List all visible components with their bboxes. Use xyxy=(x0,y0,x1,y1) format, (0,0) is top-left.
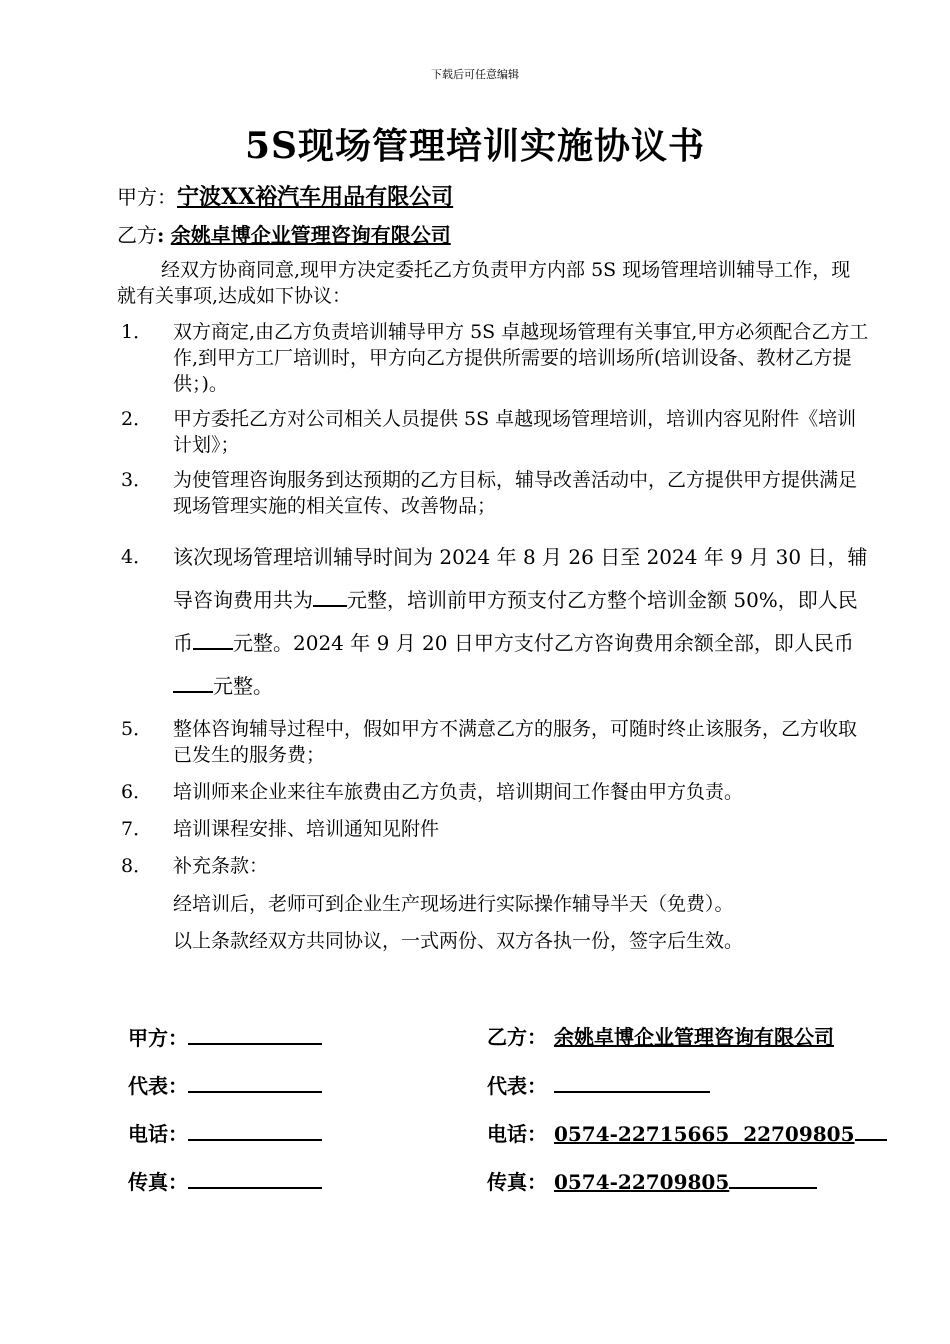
clause-number: 7． xyxy=(121,818,153,840)
supplement-1 xyxy=(117,891,872,917)
clause-4-part2: 元整，培训前甲方预支付乙方整个培训金额 50%，即人民币 xyxy=(173,588,858,655)
clause-text: 整体咨询辅导过程中，假如甲方不满意乙方的服务，可随时终止该服务，乙方收取已发生的服务费； xyxy=(173,718,858,766)
clause-number: 5． xyxy=(121,718,153,740)
sig-b-phone xyxy=(487,1117,887,1147)
sig-a-fax xyxy=(128,1165,322,1195)
clause-6 xyxy=(117,779,872,805)
sig-label: 代表： xyxy=(128,1074,188,1098)
party-a-line xyxy=(117,180,453,211)
sig-label: 甲方： xyxy=(128,1026,188,1050)
party-a-name: 宁波XX裕汽车用品有限公司 xyxy=(177,184,454,210)
clause-number: 8． xyxy=(121,855,153,877)
sig-value: 余姚卓博企业管理咨询有限公司 xyxy=(553,1025,834,1049)
clause-number: 6． xyxy=(121,781,153,803)
sig-value: 0574-22715665 22709805 xyxy=(553,1122,855,1146)
clause-number: 3． xyxy=(121,469,153,491)
party-a-label: 甲方： xyxy=(117,185,177,209)
sig-a-representative xyxy=(128,1069,322,1099)
sig-label: 电话： xyxy=(487,1122,547,1146)
sig-label: 乙方： xyxy=(487,1025,547,1049)
clause-text: 双方商定,由乙方负责培训辅导甲方 5S 卓越现场管理有关事宜,甲方必须配合乙方工作,到甲方工厂培训时，甲方向乙方提供所需要的培训场所(培训设备、教材乙方提供；)。 xyxy=(173,321,869,395)
clause-4-part4: 元整。 xyxy=(213,674,273,698)
balance-blank xyxy=(173,671,213,693)
supplement-text: 经培训后，老师可到企业生产现场进行实际操作辅导半天（免费）。 xyxy=(173,893,734,915)
intro-paragraph: 经双方协商同意,现甲方决定委托乙方负责甲方内部 5S 现场管理培训辅导工作，现就有关事项,达成如下协议： xyxy=(117,259,851,307)
supplement-2 xyxy=(117,928,872,954)
fee-total-blank xyxy=(313,585,347,607)
clause-text: 培训课程安排、培训通知见附件 xyxy=(173,818,440,840)
prepayment-blank xyxy=(193,628,233,650)
clause-4 xyxy=(117,536,872,708)
clause-text: 甲方委托乙方对公司相关人员提供 5S 卓越现场管理培训，培训内容见附件《培训计划》； xyxy=(173,408,857,456)
party-b-line xyxy=(117,219,451,248)
sig-label: 传真： xyxy=(128,1170,188,1194)
sig-label: 代表： xyxy=(487,1074,547,1098)
sig-line xyxy=(554,1069,710,1093)
sig-line xyxy=(729,1165,817,1189)
party-b-colon: : xyxy=(157,223,165,247)
clause-text: 补充条款： xyxy=(173,855,269,877)
clause-4-part3: 元整。2024 年 9 月 20 日甲方支付乙方咨询费用余额全部，即人民币 xyxy=(233,631,854,655)
clause-2 xyxy=(117,406,872,458)
clause-number: 1． xyxy=(121,321,153,343)
clause-7 xyxy=(117,816,872,842)
clause-1 xyxy=(117,319,872,397)
sig-line xyxy=(188,1069,322,1093)
clause-number: 2． xyxy=(121,408,153,430)
sig-a-party xyxy=(128,1021,322,1051)
clause-4-part1: 该次现场管理培训辅导时间为 2024 年 8 月 26 日至 2024 年 9 月 30 日，辅导咨询费用共为 xyxy=(173,545,868,612)
sig-line xyxy=(188,1165,322,1189)
sig-label: 电话： xyxy=(128,1122,188,1146)
clause-text: 培训师来企业来往车旅费由乙方负责，培训期间工作餐由甲方负责。 xyxy=(173,781,744,803)
party-b-name: 余姚卓博企业管理咨询有限公司 xyxy=(170,223,451,247)
supplement-text: 以上条款经双方共同协议，一式两份、双方各执一份，签字后生效。 xyxy=(173,930,744,952)
sig-line xyxy=(188,1117,322,1141)
party-b-label: 乙方 xyxy=(117,223,157,247)
sig-a-phone xyxy=(128,1117,322,1147)
clause-text xyxy=(173,536,872,708)
sig-value: 0574-22709805 xyxy=(553,1170,730,1194)
clause-5 xyxy=(117,716,872,768)
clause-8 xyxy=(117,853,872,879)
header-note: 下载后可任意编辑 xyxy=(431,68,519,81)
clause-number: 4． xyxy=(121,546,153,568)
sig-line xyxy=(855,1117,887,1141)
sig-label: 传真： xyxy=(487,1170,547,1194)
document-title: 5S现场管理培训实施协议书 xyxy=(244,125,706,167)
clause-text: 为使管理咨询服务到达预期的乙方目标，辅导改善活动中，乙方提供甲方提供满足现场管理实施的相关宣传、改善物品； xyxy=(173,469,858,517)
sig-b-party xyxy=(487,1021,834,1050)
sig-b-representative xyxy=(487,1069,710,1099)
sig-line xyxy=(188,1021,322,1045)
sig-b-fax xyxy=(487,1165,817,1195)
clause-3 xyxy=(117,467,872,519)
